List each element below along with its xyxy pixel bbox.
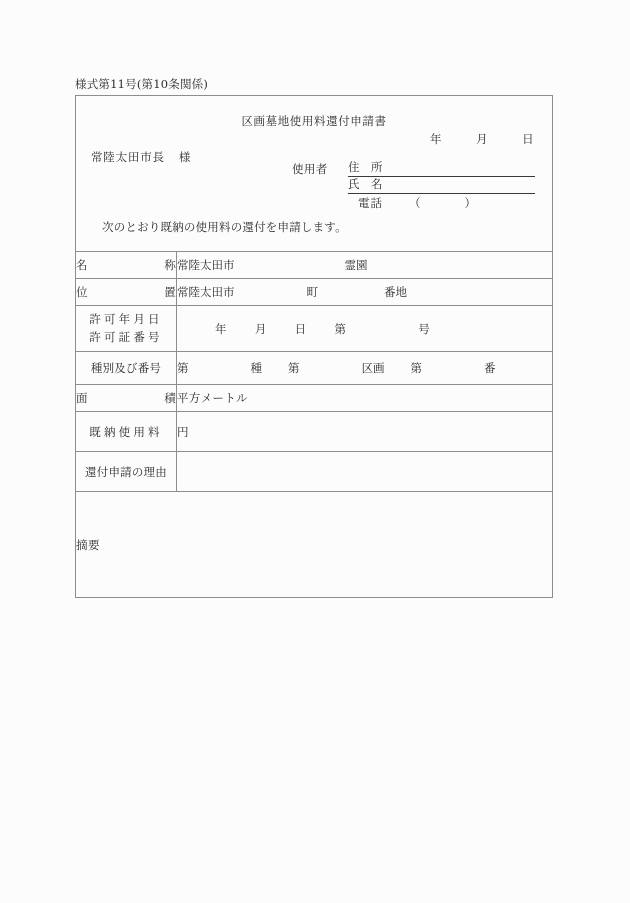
kind-shu: 種 xyxy=(250,361,262,375)
table-row-area xyxy=(76,385,552,412)
application-detail-table xyxy=(76,251,552,598)
row-value-name-text xyxy=(177,258,368,272)
row-label-name-text xyxy=(76,257,176,273)
name-suffix: 霊園 xyxy=(344,258,368,272)
date-year-label: 年 xyxy=(430,132,442,146)
table-row-remarks xyxy=(76,492,552,599)
row-label-area xyxy=(76,385,177,412)
permit-day: 日 xyxy=(294,321,307,336)
application-statement: 次のとおり既納の使用料の還付を申請します。 xyxy=(102,220,347,234)
row-label-name xyxy=(76,252,177,279)
location-town: 町 xyxy=(306,285,318,299)
permit-gou: 号 xyxy=(418,321,431,336)
table-row-reason xyxy=(76,452,552,492)
row-label-permit xyxy=(76,306,177,352)
row-value-reason[interactable] xyxy=(177,452,553,492)
form-number: 様式第11号(第10条関係) xyxy=(75,77,209,91)
addressee-office: 常陸太田市長 xyxy=(91,150,165,164)
table-row-permit xyxy=(76,306,552,352)
date-month-label: 月 xyxy=(476,132,488,146)
date-line xyxy=(430,131,534,147)
remarks-label: 摘要 xyxy=(76,538,100,552)
row-label-paid-fee-text: 既納使用料 xyxy=(89,424,163,439)
table-row-paid-fee xyxy=(76,412,552,452)
row-label-area-right: 積 xyxy=(164,391,176,405)
row-value-name[interactable] xyxy=(177,252,553,279)
permit-dai: 第 xyxy=(334,321,347,336)
row-value-permit-text xyxy=(177,322,430,336)
row-label-kind-text: 種別及び番号 xyxy=(90,361,162,375)
remarks-area[interactable] xyxy=(76,492,552,599)
applicant-name-label: 氏 名 xyxy=(348,176,394,194)
row-label-permit-number: 許可証番号 xyxy=(89,329,163,344)
row-label-reason xyxy=(76,452,177,492)
document-title: 区画墓地使用料還付申請書 xyxy=(241,114,387,128)
row-label-name-right: 称 xyxy=(164,258,176,272)
row-value-kind[interactable] xyxy=(177,352,553,385)
location-city: 常陸太田市 xyxy=(177,285,235,299)
row-value-area-text: 平方メートル xyxy=(177,391,248,405)
table-row-kind xyxy=(76,352,552,385)
kind-dai-2: 第 xyxy=(288,361,300,375)
row-value-kind-text xyxy=(177,361,496,375)
kind-kukaku: 区画 xyxy=(361,361,385,375)
row-label-name-left: 名 xyxy=(76,258,88,272)
row-label-location-text xyxy=(76,284,176,300)
addressee xyxy=(91,149,191,165)
permit-month: 月 xyxy=(254,321,267,336)
kind-dai-3: 第 xyxy=(410,361,422,375)
applicant-block xyxy=(292,160,535,211)
row-label-reason-text: 還付申請の理由 xyxy=(85,464,167,479)
row-label-paid-fee xyxy=(76,412,177,452)
name-city: 常陸太田市 xyxy=(177,258,235,272)
row-label-permit-date: 許可年月日 xyxy=(89,311,163,326)
row-value-paid-fee[interactable] xyxy=(177,412,553,452)
row-label-location xyxy=(76,279,177,306)
row-value-area[interactable] xyxy=(177,385,553,412)
applicant-address-label: 住 所 xyxy=(348,159,394,177)
kind-dai-1: 第 xyxy=(177,361,189,375)
table-row-location xyxy=(76,279,552,306)
row-value-location-text xyxy=(177,285,407,299)
applicant-name-row xyxy=(292,177,535,194)
row-label-kind xyxy=(76,352,177,385)
applicant-tel-input[interactable]: （ ） xyxy=(409,196,483,210)
date-day-label: 日 xyxy=(522,132,534,146)
addressee-honorific: 様 xyxy=(178,150,192,164)
row-value-permit[interactable] xyxy=(177,306,553,352)
row-label-location-right: 置 xyxy=(164,285,176,299)
form-frame xyxy=(75,95,553,598)
row-label-area-text xyxy=(76,390,176,406)
applicant-address-input[interactable] xyxy=(394,175,535,177)
applicant-tel-row xyxy=(292,194,535,211)
table-row-name xyxy=(76,252,552,279)
location-banchi: 番地 xyxy=(384,285,407,299)
form-header xyxy=(76,96,552,251)
row-label-area-left: 面 xyxy=(76,391,88,405)
permit-year: 年 xyxy=(215,321,227,336)
row-value-paid-fee-text: 円 xyxy=(177,424,189,439)
applicant-name-input[interactable] xyxy=(394,192,535,194)
row-label-location-left: 位 xyxy=(76,285,88,299)
row-value-location[interactable] xyxy=(177,279,553,306)
row-label-permit-text xyxy=(76,311,176,347)
applicant-tel-label: 電話 xyxy=(358,196,383,210)
applicant-address-row xyxy=(292,160,535,177)
kind-ban: 番 xyxy=(484,361,496,375)
applicant-heading: 使用者 xyxy=(292,162,328,176)
